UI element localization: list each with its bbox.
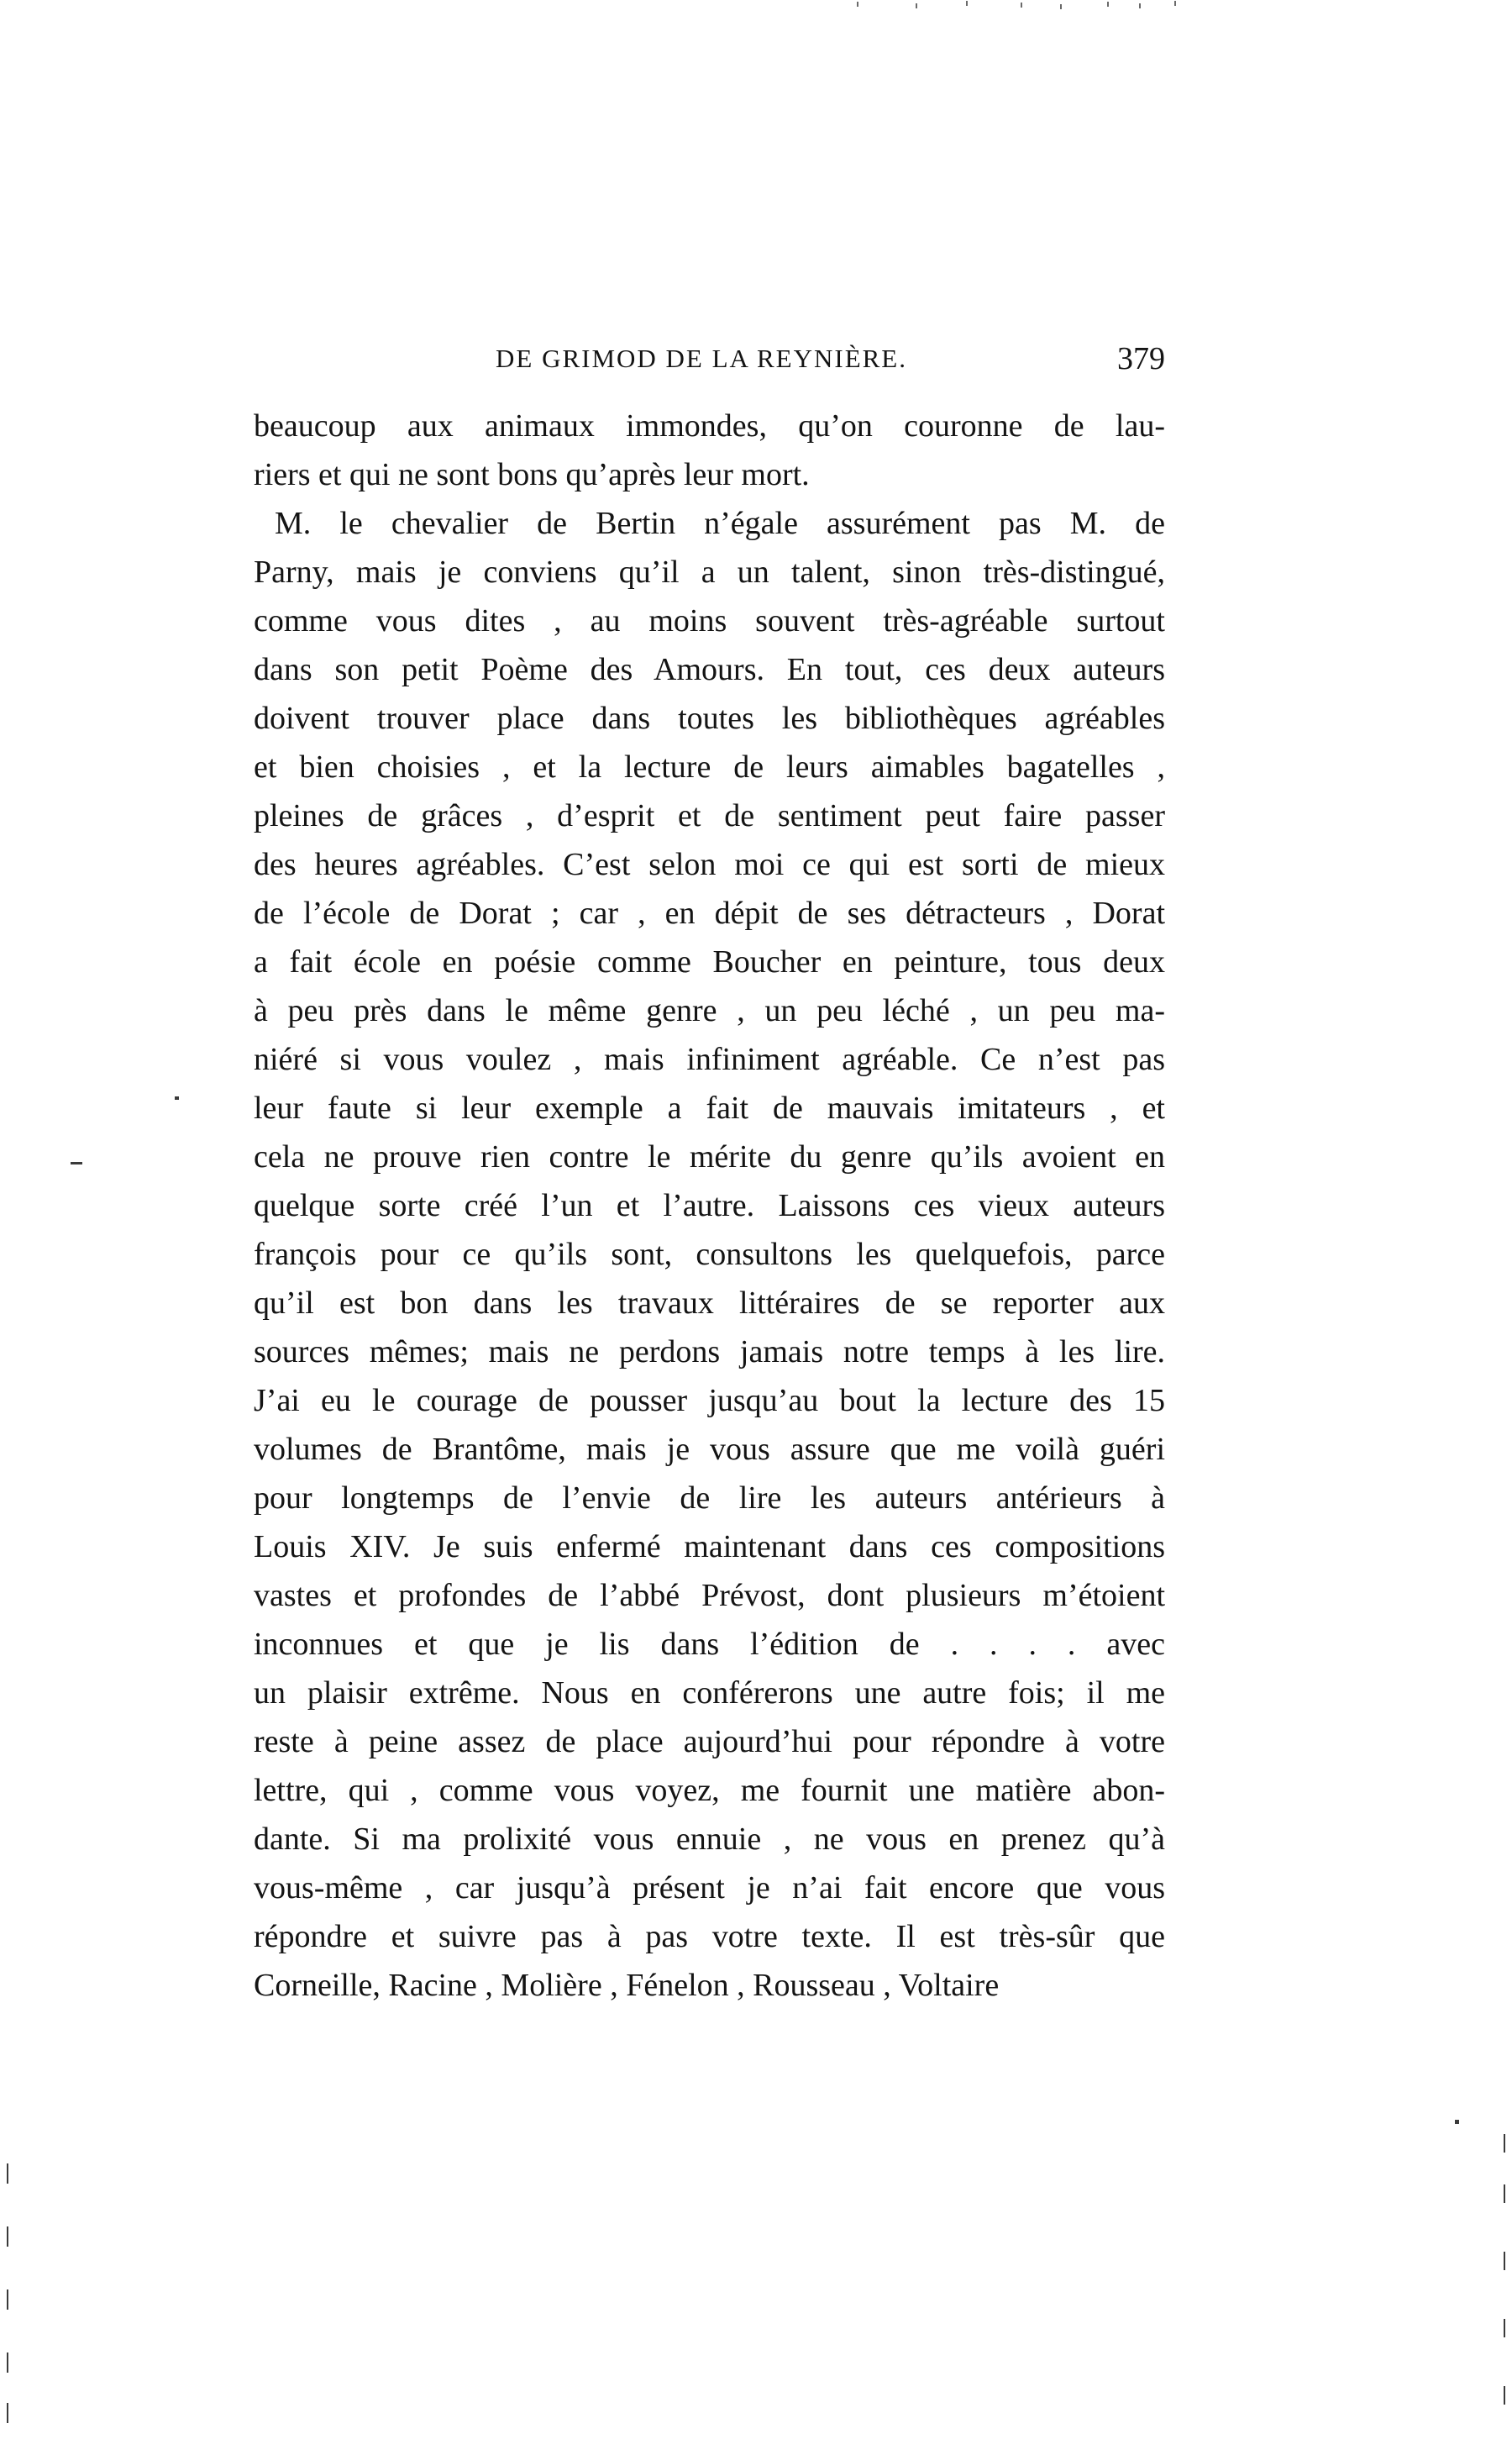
text-line: vous-même , car jusqu’à présent je n’ai fait encore que vous <box>254 1870 1165 1906</box>
text-line: Corneille, Racine , Molière , Fénelon , Rousseau , Voltaire <box>254 1968 1000 2003</box>
text-line: reste à peine assez de place aujourd’hui pour répondre à votre <box>254 1724 1165 1759</box>
text-line: Parny, mais je conviens qu’il a un talent, sinon très-distingué, <box>254 555 1165 590</box>
text-line: sources mêmes; mais ne perdons jamais notre temps à les lire. <box>254 1334 1165 1369</box>
text-line: comme vous dites , au moins souvent très-agréable surtout <box>254 603 1165 639</box>
text-line: cela ne prouve rien contre le mérite du genre qu’ils avoient en <box>254 1139 1165 1175</box>
text-line: J’ai eu le courage de pousser jusqu’au bout la lecture des 15 <box>254 1383 1165 1418</box>
page-number: 379 <box>1117 341 1165 376</box>
text-line: qu’il est bon dans les travaux littéraires de se reporter aux <box>254 1285 1165 1321</box>
margin-mark <box>7 2163 8 2184</box>
text-line: leur faute si leur exemple a fait de mauvais imitateurs , et <box>254 1091 1165 1126</box>
margin-mark <box>71 1162 82 1164</box>
text-line: niéré si vous voulez , mais infiniment agréable. Ce n’est pas <box>254 1042 1165 1077</box>
text-line: dans son petit Poème des Amours. En tout, ces deux auteurs <box>254 652 1165 687</box>
text-line: doivent trouver place dans toutes les bibliothèques agréables <box>254 701 1165 736</box>
scan-specks <box>840 0 1193 10</box>
text-line: vastes et profondes de l’abbé Prévost, dont plusieurs m’étoient <box>254 1578 1165 1613</box>
text-line: quelque sorte créé l’un et l’autre. Laissons ces vieux auteurs <box>254 1188 1165 1223</box>
text-line: répondre et suivre pas à pas votre texte. Il est très-sûr que <box>254 1919 1165 1954</box>
margin-mark <box>7 2403 8 2423</box>
text-line: des heures agréables. C’est selon moi ce qui est sorti de mieux <box>254 847 1165 882</box>
text-line: pour longtemps de l’envie de lire les auteurs antérieurs à <box>254 1480 1165 1516</box>
text-line: Louis XIV. Je suis enfermé maintenant dans ces compositions <box>254 1529 1165 1564</box>
body-text <box>254 402 1165 2010</box>
running-head <box>254 340 1165 382</box>
margin-mark <box>7 2352 8 2373</box>
margin-mark <box>7 2289 8 2310</box>
margin-mark <box>1504 2184 1505 2203</box>
margin-mark <box>1504 2386 1505 2405</box>
text-line: M. le chevalier de Bertin n’égale assurément pas M. de <box>275 506 1165 541</box>
text-line: riers et qui ne sont bons qu’après leur mort. <box>254 457 810 492</box>
text-line: lettre, qui , comme vous voyez, me fournit une matière abon- <box>254 1773 1165 1808</box>
text-line: françois pour ce qu’ils sont, consultons les quelquefois, parce <box>254 1237 1165 1272</box>
text-line: volumes de Brantôme, mais je vous assure que me voilà guéri <box>254 1432 1165 1467</box>
running-title: DE GRIMOD DE LA REYNIÈRE. <box>496 344 907 373</box>
text-line: à peu près dans le même genre , un peu léché , un peu ma- <box>254 993 1165 1028</box>
text-line: beaucoup aux animaux immondes, qu’on couronne de lau- <box>254 408 1165 444</box>
text-line: un plaisir extrême. Nous en conférerons une autre fois; il me <box>254 1675 1165 1711</box>
text-line: dante. Si ma prolixité vous ennuie , ne vous en prenez qu’à <box>254 1822 1165 1857</box>
margin-mark <box>1504 2252 1505 2270</box>
margin-mark <box>175 1096 179 1100</box>
margin-mark <box>1504 2319 1505 2337</box>
text-line: de l’école de Dorat ; car , en dépit de ses détracteurs , Dorat <box>254 896 1165 931</box>
margin-mark <box>1455 2120 1459 2124</box>
margin-mark <box>7 2226 8 2247</box>
text-line: a fait école en poésie comme Boucher en peinture, tous deux <box>254 944 1165 980</box>
text-line: pleines de grâces , d’esprit et de sentiment peut faire passer <box>254 798 1165 833</box>
text-line: inconnues et que je lis dans l’édition de . . . . avec <box>254 1627 1165 1662</box>
text-line: et bien choisies , et la lecture de leurs aimables bagatelles , <box>254 749 1165 785</box>
margin-mark <box>1504 2134 1505 2153</box>
